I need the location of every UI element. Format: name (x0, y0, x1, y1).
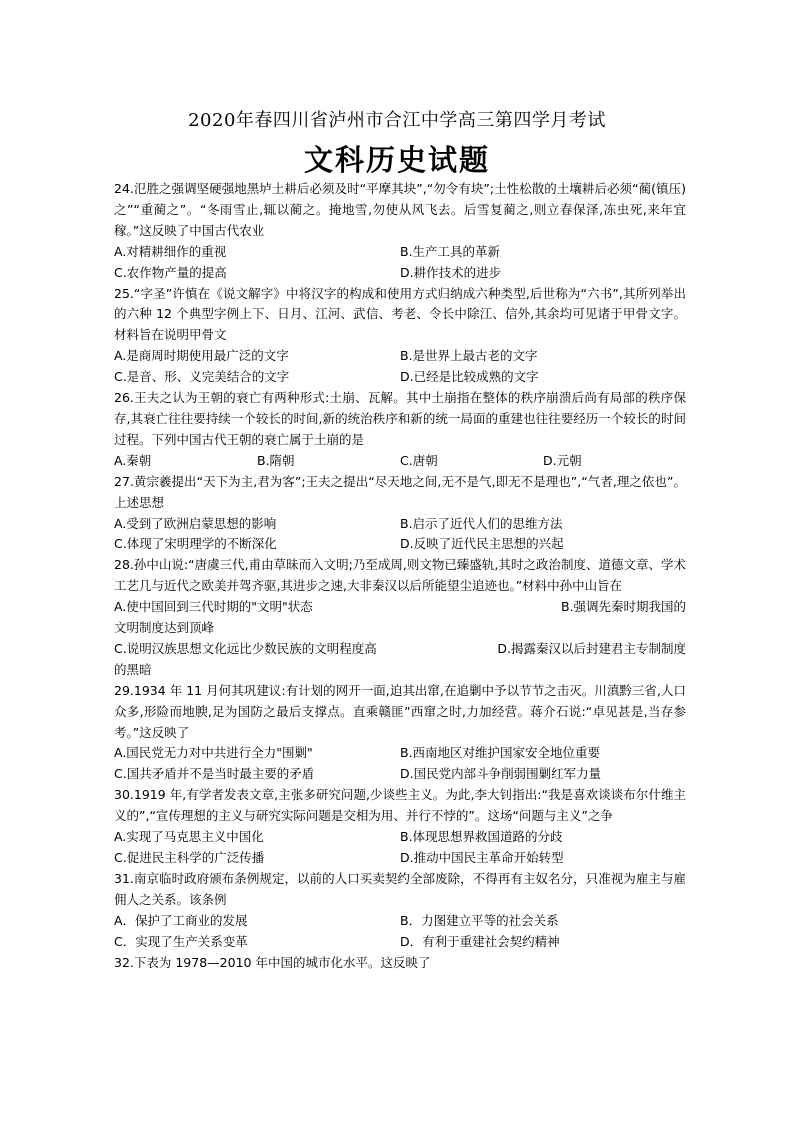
option-b-continued: 文明制度达到顶峰 (114, 620, 215, 636)
option-b: B.强调先秦时期我国的 (560, 599, 686, 615)
question-stem: 27.黄宗羲提出“天下为主,君为客”;王夫之提出“尽天地之间,无不是气,即无不是理也”,“气者,理之依也”。上述思想 (114, 473, 686, 510)
option-a: A.国民党无力对中共进行全力"围剿" (114, 745, 313, 761)
option-c: C.农作物产量的提高 (114, 264, 227, 280)
question-25 (114, 284, 686, 389)
option-d: D.反映了近代民主思想的兴起 (400, 536, 564, 552)
option-a: A.实现了马克思主义中国化 (114, 829, 264, 845)
question-stem: 32.下表为 1978—2010 年中国的城市化水平。这反映了 (114, 954, 431, 970)
option-d: D.国民党内部斗争削弱围剿红军力量 (400, 766, 602, 782)
option-b: B.是世界上最古老的文字 (400, 348, 538, 364)
option-a: A.秦朝 (114, 452, 152, 468)
questions-body (114, 179, 686, 973)
question-32 (114, 953, 686, 974)
option-a: A.是商周时期使用最广泛的文字 (114, 348, 289, 364)
option-a: A.使中国回到三代时期的"文明"状态 (114, 599, 313, 615)
question-28 (114, 555, 686, 680)
option-d: D.推动中国民主革命开始转型 (400, 850, 564, 865)
question-stem: 30.1919 年,有学者发表文章,主张多研究问题,少谈些主义。为此,李大钊指出:“我是喜欢谈谈布尔什维主义的”,“宣传理想的主义与研究实际问题是交相为用、并行不悖的”。这场“问题与主义”之争 (114, 787, 686, 824)
option-c: C.国共矛盾并不是当时最主要的矛盾 (114, 766, 315, 782)
question-24 (114, 179, 686, 284)
option-d: D.耕作技术的进步 (400, 264, 502, 280)
option-c: C．实现了生产关系变革 (114, 933, 248, 949)
exam-title: 文科历史试题 (303, 143, 490, 177)
question-stem: 31.南京临时政府颁布条例规定，以前的人口买卖契约全部废除，不得再有主奴名分，只准视为雇主与雇佣人之关系。该条例 (114, 870, 686, 907)
option-d: D.已经是比较成熟的文字 (400, 369, 539, 385)
question-stem: 24.氾胜之强调坚硬强地黑垆土耕后必须及时“平摩其块”,“勿令有块”;土性松散的土壤耕后必须“蔺(镇压)之”“重蔺之”。“冬雨雪止,辄以蔺之。掩地雪,勿使从风飞去。后雪复蔺之,则立春保泽,冻虫死,来年宜稼。”这反映了中国古代农业 (114, 181, 686, 238)
option-d-continued: 的黑暗 (114, 661, 152, 677)
option-b: B.启示了近代人们的思维方法 (400, 515, 563, 531)
question-30 (114, 785, 686, 869)
question-stem: 26.王夫之认为王朝的衰亡有两种形式:土崩、瓦解。其中土崩指在整体的秩序崩溃后尚有局部的秩序保存,其衰亡往往要持续一个较长的时间,新的统治秩序和新的统一局面的重建也往往要经历一个较长的时间过程。下列中国古代王朝的衰亡属于土崩的是 (114, 390, 686, 447)
option-a: A．保护了工商业的发展 (114, 912, 248, 928)
question-stem: 28.孙中山说:“唐虞三代,甫由草昧而入文明;乃至成周,则文物已臻盛轨,其时之政治制度、道德文章、学术工艺几与近代之欧美并驾齐驱,其进步之速,大非秦汉以后所能望尘追迹也。”材料中孙中山旨在 (114, 557, 686, 594)
option-b: B.西南地区对维护国家安全地位重要 (400, 745, 601, 761)
question-stem: 25.“字圣”许慎在《说文解字》中将汉字的构成和使用方式归纳成六种类型,后世称为“六书”,其所列举出的六种 12 个典型字例上下、日月、江河、武信、考老、令长中除江、信外,其余均可见诸于甲骨文字。材料旨在说明甲骨文 (114, 285, 686, 343)
option-b: B.隋朝 (257, 452, 295, 468)
option-a: A.对精耕细作的重视 (114, 243, 227, 259)
option-b: B.生产工具的革新 (400, 243, 501, 259)
option-c: C.唐朝 (400, 452, 438, 468)
option-d: D．有利于重建社会契约精神 (400, 933, 560, 949)
option-a: A.受到了欧洲启蒙思想的影响 (114, 515, 277, 531)
option-c: C.促进民主科学的广泛传播 (114, 850, 265, 865)
question-stem: 29.1934 年 11 月何其巩建议:有计划的网开一面,迫其出窜,在追剿中予以节节之击灭。川滇黔三省,人口众多,形险而地腴,足为国防之最后支撑点。直乘赣匪”西窜之时,力加经营。蒋介石说:“卓见甚是,当存参考。”这反映了 (114, 682, 686, 740)
question-31 (114, 869, 686, 953)
question-27 (114, 472, 686, 556)
option-c: C.说明汉族思想文化远比少数民族的文明程度高 (114, 640, 377, 656)
question-29 (114, 681, 686, 786)
exam-subtitle: 2020年春四川省泸州市合江中学高三第四学月考试 (188, 110, 606, 131)
option-c: C.体现了宋明理学的不断深化 (114, 536, 277, 552)
option-b: B.体现思想界救国道路的分歧 (400, 829, 563, 845)
option-c: C.是音、形、义完美结合的文字 (114, 369, 290, 385)
option-d: D.元朝 (543, 452, 582, 468)
option-b: B．力图建立平等的社会关系 (400, 912, 559, 928)
option-d: D.揭露秦汉以后封建君主专制制度 (497, 640, 686, 656)
question-26 (114, 388, 686, 472)
